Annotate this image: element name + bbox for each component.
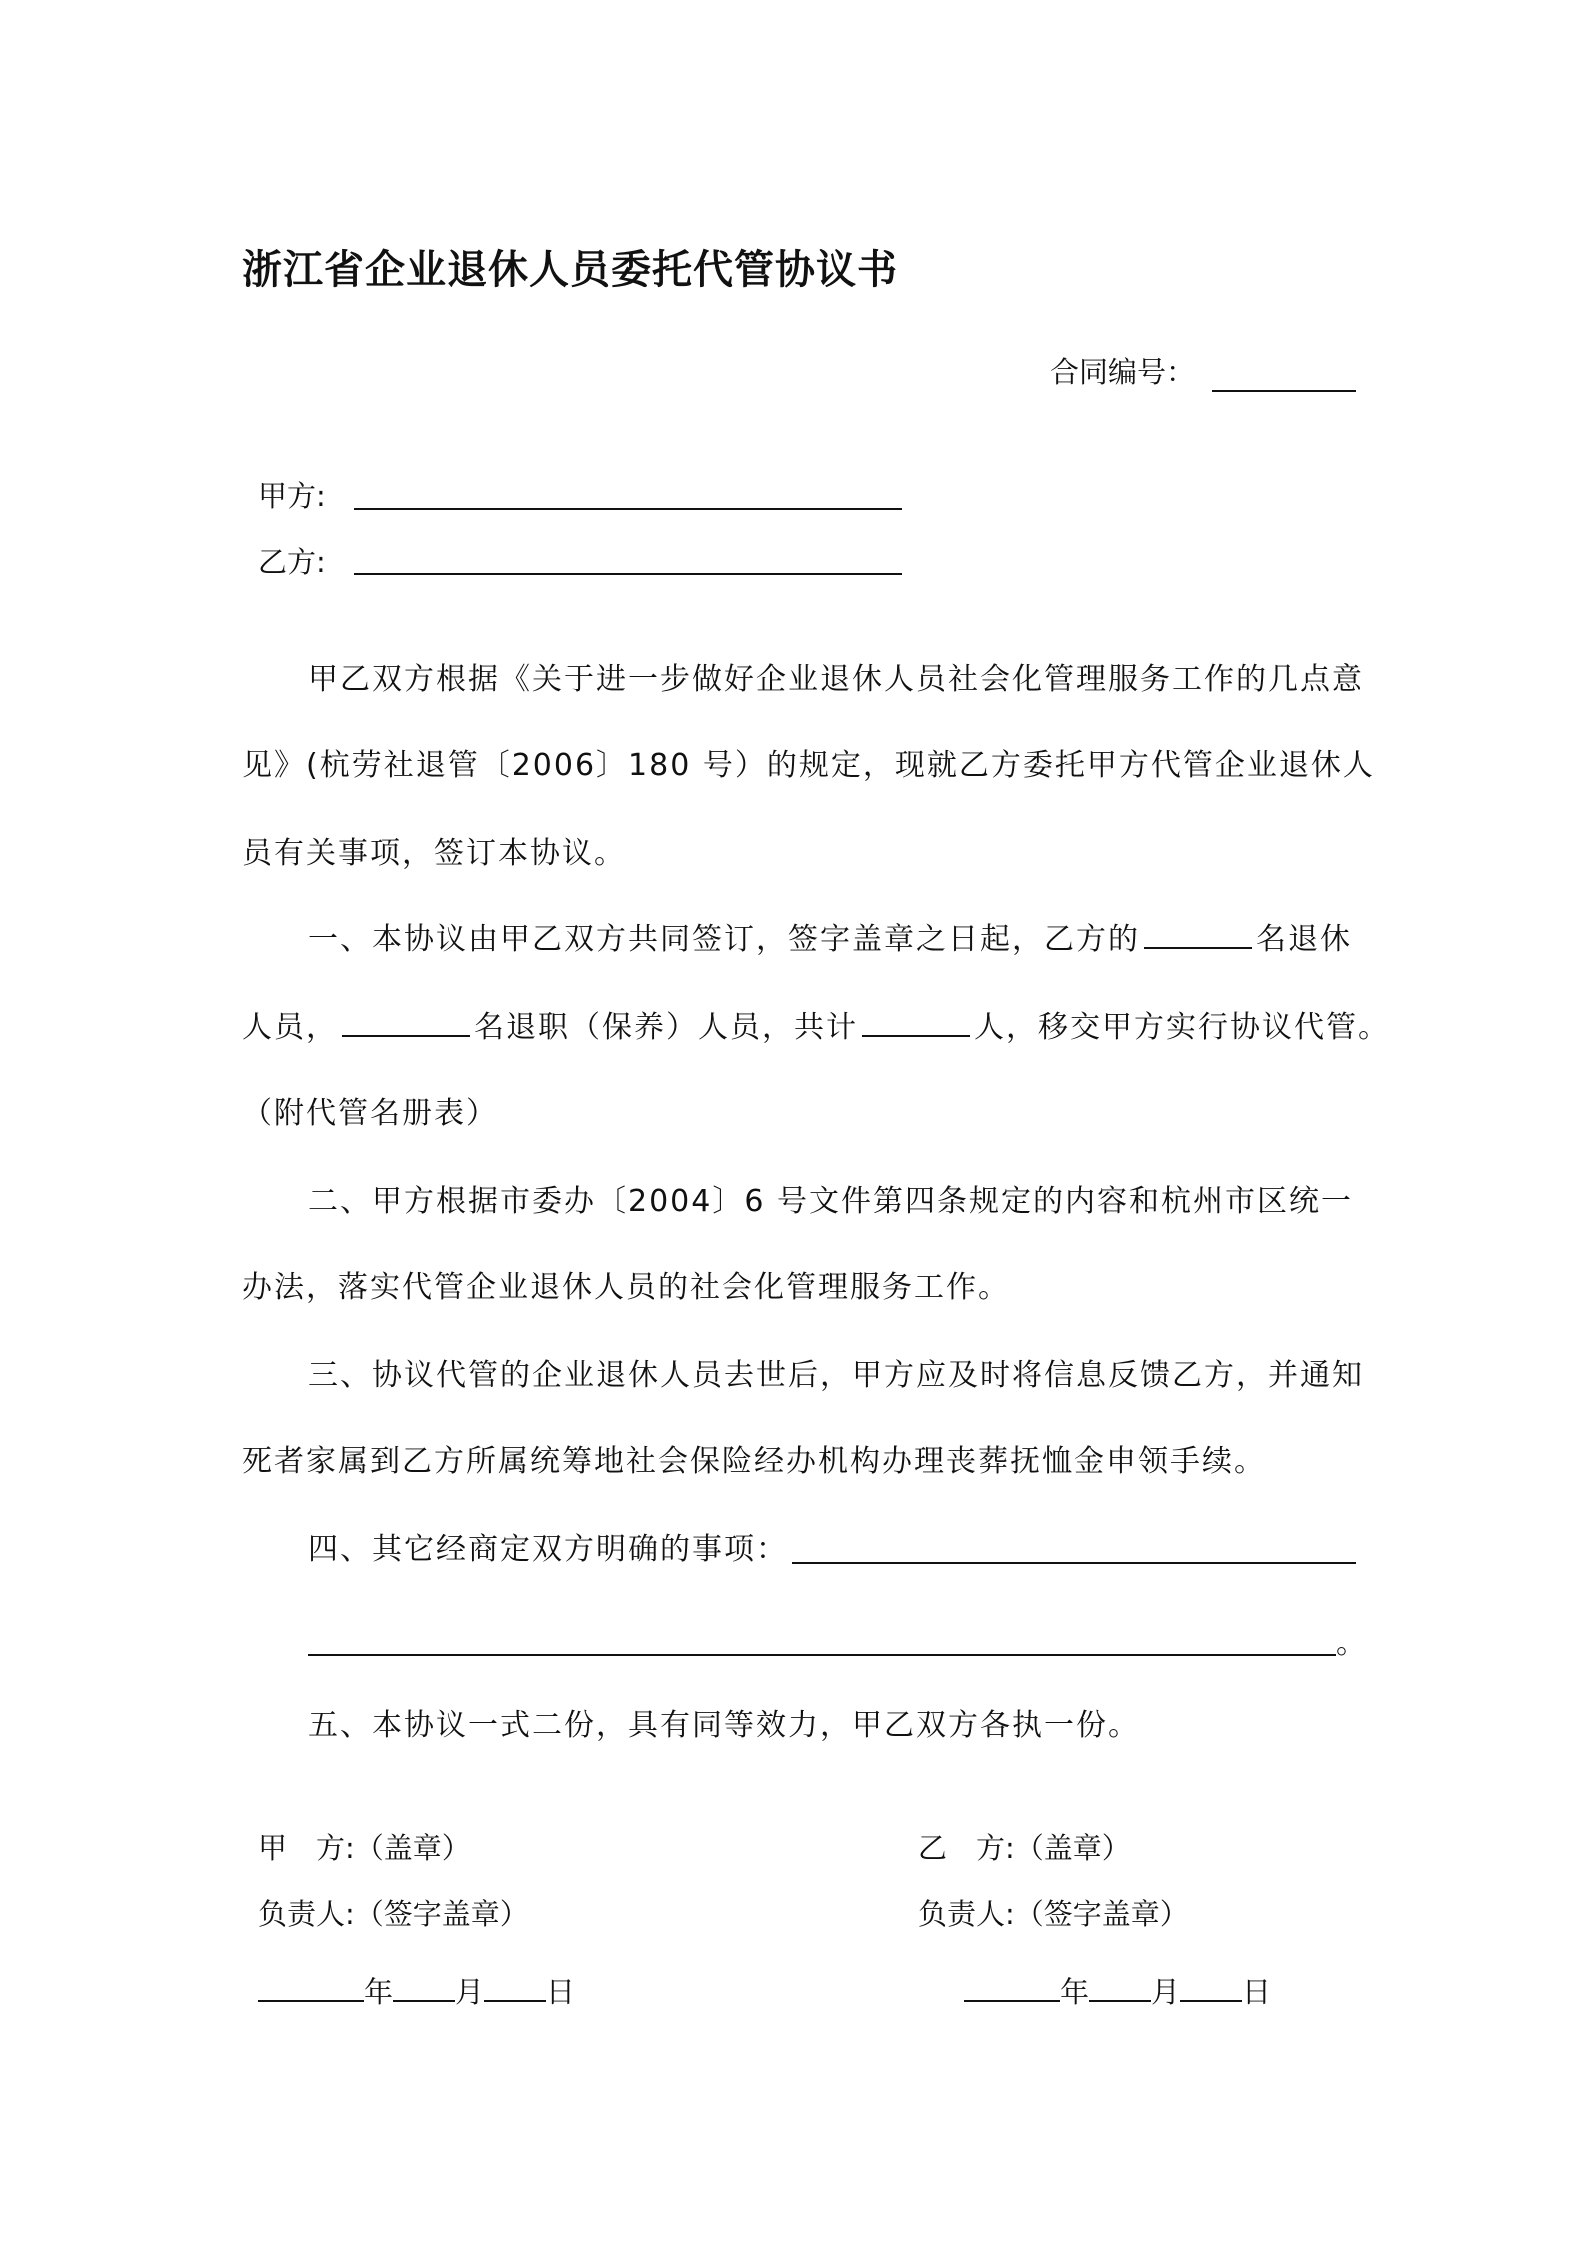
- contract-number-field[interactable]: [1212, 390, 1356, 392]
- intro-line-2: 见》(杭劳社退管〔2006〕180 号）的规定，现就乙方委托甲方代管企业退休人: [242, 748, 1375, 783]
- party-b-day-label: 日: [1242, 1975, 1272, 2009]
- party-b-label: 乙方:: [258, 545, 326, 579]
- clause-1-text-c: 人员，: [242, 1010, 338, 1045]
- other-matters-field-1[interactable]: [792, 1562, 1356, 1564]
- clause-1-text-d: 名退职（保养）人员，共计: [474, 1010, 858, 1045]
- party-b-date: [964, 1970, 1271, 2011]
- party-b-year-field[interactable]: [964, 1970, 1060, 2002]
- party-a-year-field[interactable]: [258, 1970, 364, 2002]
- party-a-seal-label: 甲 方:（盖章）: [258, 1831, 471, 1865]
- party-a-day-label: 日: [546, 1975, 576, 2009]
- party-b-month-label: 月: [1151, 1975, 1181, 2009]
- party-a-field[interactable]: [354, 508, 902, 510]
- other-matters-field-2[interactable]: [308, 1654, 1336, 1656]
- intro-line-3: 员有关事项，签订本协议。: [242, 836, 626, 871]
- party-b-rep-label: 负责人:（签字盖章）: [918, 1897, 1189, 1931]
- clause-2-line-1: 二、甲方根据市委办〔2004〕6 号文件第四条规定的内容和杭州市区统一: [308, 1184, 1353, 1219]
- total-count-field[interactable]: [862, 1005, 970, 1037]
- party-a-month-field[interactable]: [393, 1970, 455, 2002]
- party-a-rep-label: 负责人:（签字盖章）: [258, 1897, 529, 1931]
- intro-line-1: 甲乙双方根据《关于进一步做好企业退休人员社会化管理服务工作的几点意: [308, 662, 1364, 697]
- party-a-month-label: 月: [455, 1975, 485, 2009]
- clause-2-line-2: 办法，落实代管企业退休人员的社会化管理服务工作。: [242, 1270, 1010, 1305]
- party-b-seal-label: 乙 方:（盖章）: [918, 1831, 1131, 1865]
- clause-5-text: 五、本协议一式二份，具有同等效力，甲乙双方各执一份。: [308, 1708, 1140, 1743]
- party-b-field[interactable]: [354, 573, 902, 575]
- clause-3-line-2: 死者家属到乙方所属统筹地社会保险经办机构办理丧葬抚恤金申领手续。: [242, 1444, 1266, 1479]
- document-title: 浙江省企业退休人员委托代管协议书: [242, 247, 898, 293]
- party-b-month-field[interactable]: [1089, 1970, 1151, 2002]
- clause-3-line-1: 三、协议代管的企业退休人员去世后，甲方应及时将信息反馈乙方，并通知: [308, 1358, 1364, 1393]
- party-a-date: [258, 1970, 575, 2011]
- clause-1-line-3: （附代管名册表）: [242, 1096, 498, 1131]
- party-b-day-field[interactable]: [1180, 1970, 1242, 2002]
- retiree-count-field[interactable]: [1144, 917, 1252, 949]
- clause-1-line-1: [308, 914, 1352, 958]
- party-a-label: 甲方:: [258, 479, 326, 513]
- clause-1-text-a: 一、本协议由甲乙双方共同签订，签字盖章之日起，乙方的: [308, 922, 1140, 957]
- clause-1-text-e: 人，移交甲方实行协议代管。: [974, 1010, 1390, 1045]
- party-a-day-field[interactable]: [484, 1970, 546, 2002]
- clause-1-line-2: [242, 1002, 1390, 1046]
- party-a-year-label: 年: [364, 1975, 394, 2009]
- clause-4-end-mark: 。: [1336, 1626, 1368, 1661]
- contract-number-label: 合同编号：: [1050, 355, 1196, 389]
- clause-1-text-b: 名退休: [1256, 922, 1352, 957]
- clause-4-label: 四、其它经商定双方明确的事项：: [308, 1532, 788, 1567]
- party-b-year-label: 年: [1060, 1975, 1090, 2009]
- resigned-count-field[interactable]: [342, 1005, 470, 1037]
